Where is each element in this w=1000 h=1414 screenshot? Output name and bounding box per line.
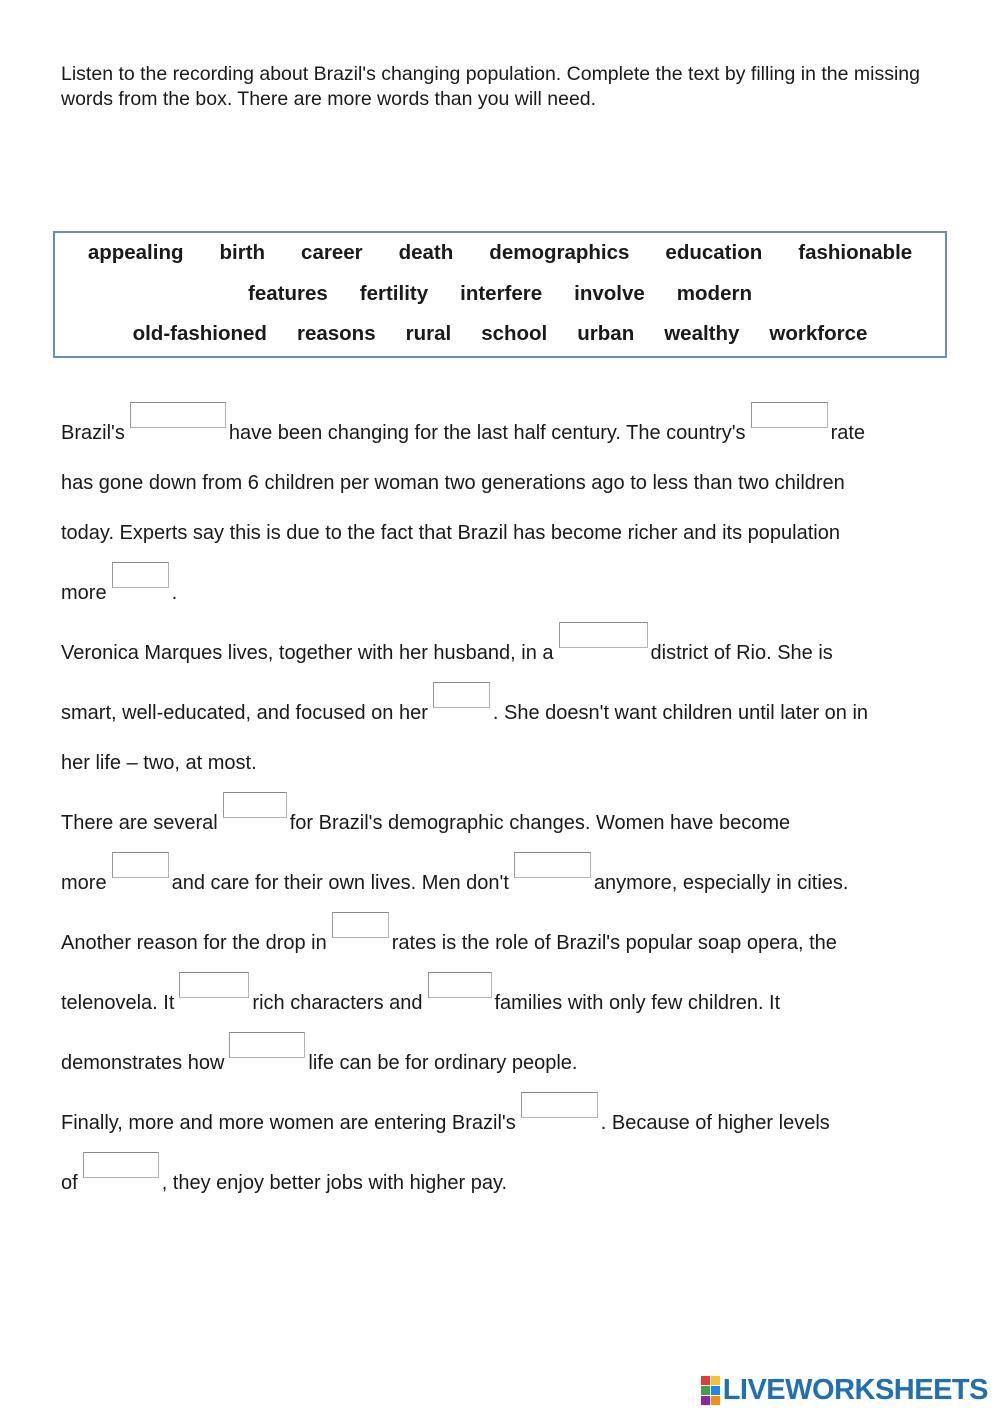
word-option: workforce bbox=[769, 322, 868, 345]
word-option: education bbox=[665, 241, 763, 264]
text-segment: . bbox=[171, 582, 178, 604]
answer-gap-2[interactable] bbox=[751, 402, 828, 428]
text-line bbox=[61, 1166, 507, 1200]
text-segment: and care for their own lives. Men don't bbox=[171, 872, 509, 894]
text-segment: more bbox=[61, 872, 107, 894]
text-line bbox=[61, 926, 837, 960]
answer-gap-10[interactable] bbox=[179, 972, 249, 998]
text-segment: Veronica Marques lives, together with her husband, in a bbox=[61, 642, 554, 664]
text-line bbox=[61, 576, 177, 610]
answer-gap-9[interactable] bbox=[332, 912, 389, 938]
word-option: death bbox=[398, 241, 454, 264]
word-option: school bbox=[481, 322, 548, 345]
text-segment: for Brazil's demographic changes. Women have become bbox=[289, 812, 791, 834]
answer-gap-12[interactable] bbox=[229, 1032, 305, 1058]
word-option: urban bbox=[577, 322, 635, 345]
text-line bbox=[61, 806, 790, 840]
text-line bbox=[61, 1046, 577, 1080]
word-option: old-fashioned bbox=[132, 322, 267, 345]
text-segment: life can be for ordinary people. bbox=[308, 1052, 578, 1074]
text-line bbox=[61, 986, 780, 1020]
liveworksheets-logo bbox=[701, 1374, 988, 1407]
word-option: birth bbox=[219, 241, 266, 264]
text-segment: today. Experts say this is due to the fact that Brazil has become richer and its population bbox=[61, 522, 840, 544]
answer-gap-13[interactable] bbox=[521, 1092, 598, 1118]
text-line bbox=[61, 1106, 830, 1140]
text-segment: families with only few children. It bbox=[494, 992, 781, 1014]
word-option: fashionable bbox=[798, 241, 913, 264]
word-option: reasons bbox=[296, 322, 376, 345]
brand-name: LIVEWORKSHEETS bbox=[722, 1374, 988, 1406]
text-segment: Brazil's bbox=[61, 422, 125, 444]
text-segment: district of Rio. She is bbox=[650, 642, 833, 664]
text-line bbox=[61, 696, 868, 730]
word-option: modern bbox=[676, 282, 752, 305]
word-box-row-2 bbox=[55, 282, 945, 306]
text-line bbox=[61, 866, 848, 900]
text-segment: telenovela. It bbox=[61, 992, 175, 1014]
text-segment: demonstrates how bbox=[61, 1052, 225, 1074]
word-option: involve bbox=[574, 282, 645, 305]
word-option: appealing bbox=[87, 241, 184, 264]
text-segment: has gone down from 6 children per woman two generations ago to less than two children bbox=[61, 472, 845, 494]
text-segment: . Because of higher levels bbox=[600, 1112, 830, 1134]
text-segment: . She doesn't want children until later on in bbox=[492, 702, 869, 724]
text-line bbox=[61, 416, 865, 450]
answer-gap-4[interactable] bbox=[559, 622, 648, 648]
word-option: interfere bbox=[460, 282, 543, 305]
text-segment: rich characters and bbox=[252, 992, 423, 1014]
text-line bbox=[61, 466, 845, 500]
word-box-row-1 bbox=[55, 241, 945, 265]
text-segment: smart, well-educated, and focused on her bbox=[61, 702, 428, 724]
instructions-text: Listen to the recording about Brazil's changing population. Complete the text by filling in the missing words from the box. There are more words than you will need. bbox=[61, 63, 920, 110]
word-box bbox=[53, 231, 947, 358]
text-line bbox=[61, 516, 840, 550]
answer-gap-14[interactable] bbox=[83, 1152, 159, 1178]
text-line bbox=[61, 746, 257, 780]
text-segment: There are several bbox=[61, 812, 218, 834]
word-option: features bbox=[248, 282, 328, 305]
text-segment: have been changing for the last half century. The country's bbox=[228, 422, 746, 444]
word-box-row-3 bbox=[55, 322, 945, 346]
text-segment: more bbox=[61, 582, 107, 604]
answer-gap-5[interactable] bbox=[433, 682, 490, 708]
answer-gap-3[interactable] bbox=[112, 562, 169, 588]
text-segment: , they enjoy better jobs with higher pay. bbox=[161, 1172, 508, 1194]
text-segment: rates is the role of Brazil's popular soap opera, the bbox=[391, 932, 837, 954]
text-segment: rate bbox=[830, 422, 866, 444]
text-segment: Finally, more and more women are entering Brazil's bbox=[61, 1112, 516, 1134]
word-option: career bbox=[301, 241, 363, 264]
word-option: rural bbox=[405, 322, 452, 345]
answer-gap-8[interactable] bbox=[514, 852, 591, 878]
word-option: demographics bbox=[489, 241, 630, 264]
liveworksheets-logo-icon bbox=[701, 1376, 720, 1405]
word-option: wealthy bbox=[664, 322, 740, 345]
text-segment: her life – two, at most. bbox=[61, 752, 257, 774]
answer-gap-11[interactable] bbox=[428, 972, 492, 998]
answer-gap-1[interactable] bbox=[130, 402, 226, 428]
text-line bbox=[61, 636, 833, 670]
text-segment: of bbox=[61, 1172, 78, 1194]
answer-gap-6[interactable] bbox=[223, 792, 287, 818]
word-option: fertility bbox=[359, 282, 429, 305]
answer-gap-7[interactable] bbox=[112, 852, 169, 878]
text-segment: anymore, especially in cities. bbox=[593, 872, 849, 894]
text-segment: Another reason for the drop in bbox=[61, 932, 327, 954]
